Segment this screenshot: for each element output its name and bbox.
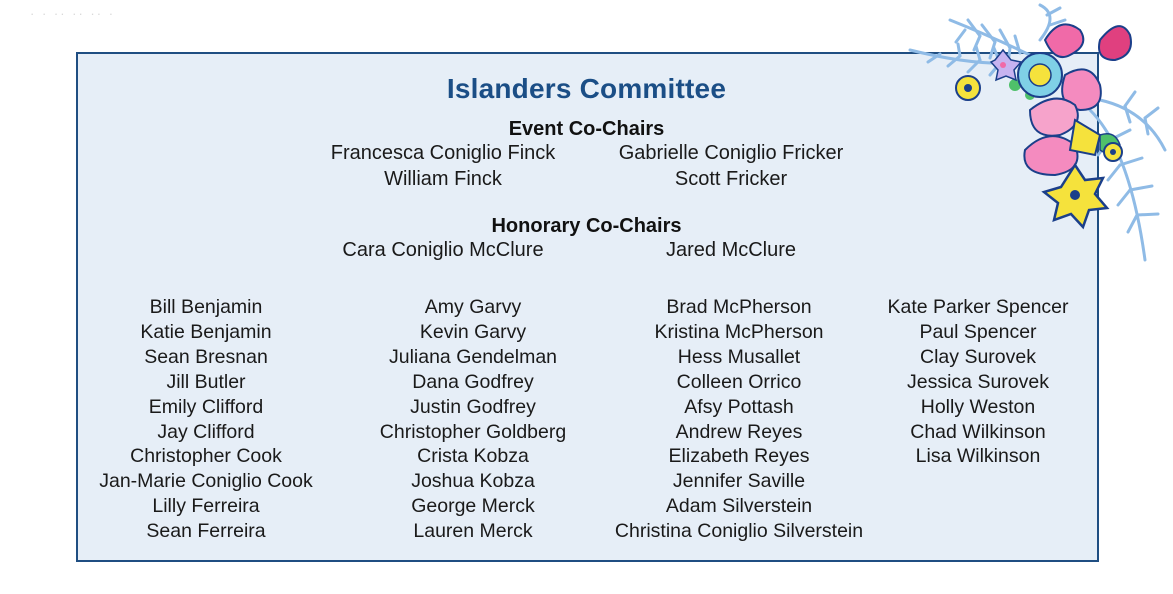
honorary-cochair-name: Cara Coniglio McClure [342, 239, 544, 261]
member-column-2 [343, 295, 603, 544]
member-name: Kristina McPherson [654, 320, 824, 343]
member-name: Sean Bresnan [144, 345, 268, 368]
member-name: Juliana Gendelman [388, 345, 558, 368]
honorary-cochair-name: Jared McClure [665, 239, 797, 261]
page-title: Islanders Committee [446, 73, 727, 104]
member-name: Jessica Surovek [907, 370, 1049, 393]
member-name: Lauren Merck [413, 520, 533, 543]
member-name: Christina Coniglio Silverstein [614, 520, 864, 543]
member-name: Crista Kobza [417, 445, 529, 468]
yellow-bud-icon [1104, 143, 1122, 161]
event-cochair-name: William Finck [384, 168, 502, 190]
member-name: Emily Clifford [148, 395, 264, 418]
event-cochair-name: Scott Fricker [674, 168, 788, 190]
member-name: Christopher Cook [130, 445, 282, 468]
member-column-4 [868, 295, 1088, 469]
event-cochair-name: Francesca Coniglio Finck [330, 142, 556, 164]
yellow-small-flower-icon [956, 76, 980, 100]
member-name: Jill Butler [166, 370, 246, 393]
member-name: Jay Clifford [157, 420, 255, 443]
member-name: Adam Silverstein [665, 495, 813, 518]
member-name: Bill Benjamin [149, 296, 263, 318]
member-name: Clay Surovek [920, 345, 1036, 368]
member-name: Hess Musallet [677, 345, 801, 368]
member-name: Colleen Orrico [676, 370, 802, 393]
blue-flower-icon [1018, 53, 1062, 97]
member-name: Brad McPherson [666, 296, 812, 318]
member-name: Kate Parker Spencer [887, 296, 1069, 318]
member-name: Dana Godfrey [412, 370, 534, 393]
member-name: Amy Garvy [424, 296, 522, 318]
member-column-1 [76, 295, 336, 544]
member-name: Kevin Garvy [419, 320, 527, 343]
member-name: George Merck [411, 495, 535, 518]
member-name: Lisa Wilkinson [915, 445, 1041, 468]
honorary-cochairs-heading: Honorary Co-Chairs [491, 215, 682, 237]
member-column-3 [594, 295, 884, 544]
event-cochairs-heading: Event Co-Chairs [508, 118, 665, 140]
member-name: Elizabeth Reyes [668, 445, 810, 468]
member-name: Lilly Ferreira [152, 495, 260, 518]
member-name: Paul Spencer [919, 320, 1037, 343]
member-name: Afsy Pottash [684, 395, 794, 418]
member-name: Jan-Marie Coniglio Cook [99, 470, 313, 493]
member-name: Joshua Kobza [411, 470, 535, 493]
member-name: Justin Godfrey [410, 395, 536, 418]
member-name: Andrew Reyes [675, 420, 803, 443]
event-cochair-name: Gabrielle Coniglio Fricker [618, 142, 844, 164]
member-name: Jennifer Saville [672, 470, 806, 493]
member-name: Sean Ferreira [146, 520, 266, 543]
member-name: Christopher Goldberg [379, 420, 567, 443]
header-fragment: · · ·· ·· ·· · [30, 6, 116, 21]
member-name: Chad Wilkinson [910, 420, 1046, 443]
member-name: Katie Benjamin [140, 320, 272, 343]
tropical-flower-bouquet-icon [890, 0, 1173, 270]
member-name: Holly Weston [920, 395, 1036, 418]
